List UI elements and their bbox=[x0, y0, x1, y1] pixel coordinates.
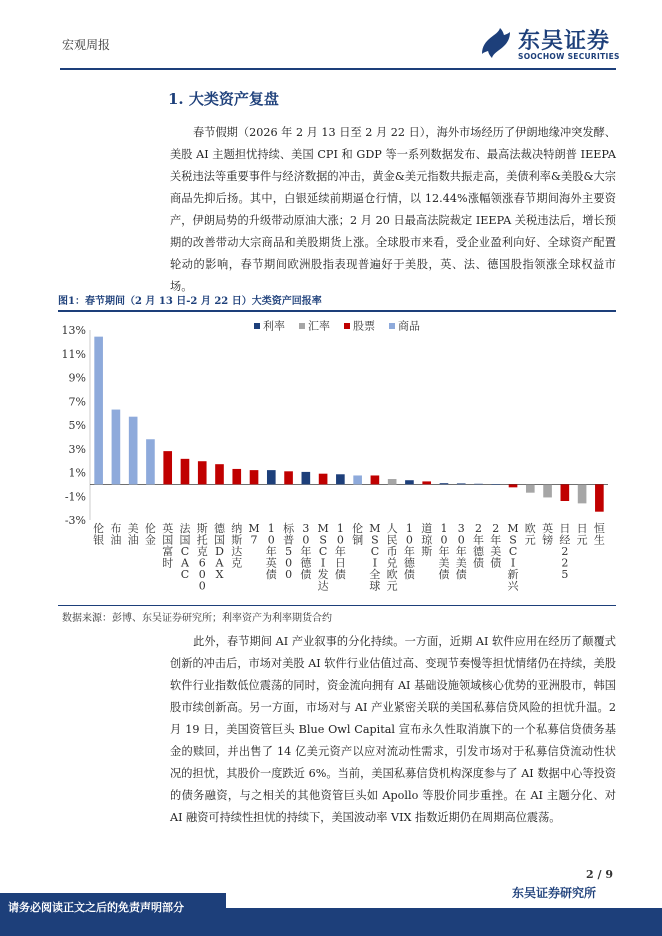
bar-恒生 bbox=[595, 484, 604, 511]
figure-title: 图1：春节期间（2 月 13 日-2 月 22 日）大类资产回报率 bbox=[58, 296, 322, 307]
x-tick-label: 伦银 bbox=[93, 522, 105, 547]
x-tick-label: 纳斯达克 bbox=[231, 522, 243, 570]
bar-日元 bbox=[578, 484, 587, 503]
x-tick-label: 日元 bbox=[576, 522, 588, 547]
bar-伦金 bbox=[146, 439, 155, 484]
soochow-logo-icon bbox=[478, 24, 514, 62]
section-title: 1. 大类资产复盘 bbox=[168, 90, 279, 108]
bar-人民币兑欧元 bbox=[388, 479, 397, 484]
y-tick-label: 7% bbox=[68, 395, 86, 409]
x-tick-label: M S C I 新兴 bbox=[507, 522, 519, 593]
x-tick-label: 伦金 bbox=[144, 522, 156, 547]
x-tick-label: 恒生 bbox=[593, 522, 605, 547]
y-tick-label: 1% bbox=[68, 466, 86, 480]
bar-MSCI新兴 bbox=[509, 484, 518, 487]
bar-欧元 bbox=[526, 484, 535, 492]
x-tick-label: 标普 5 0 0 bbox=[283, 522, 295, 581]
report-type-label: 宏观周报 bbox=[62, 38, 111, 52]
x-tick-label: 1 0 年德债 bbox=[403, 522, 415, 581]
bar-30年美债 bbox=[457, 483, 466, 484]
figure-top-rule bbox=[58, 310, 616, 312]
legend-swatch-汇率 bbox=[299, 323, 305, 329]
bar-德国DAX bbox=[215, 464, 224, 484]
disclaimer-bar bbox=[0, 893, 226, 919]
y-tick-label: -1% bbox=[64, 490, 86, 504]
bar-伦银 bbox=[94, 337, 103, 485]
y-tick-label: 5% bbox=[68, 419, 86, 432]
paragraph-2-text: 此外，春节期间 AI 产业叙事的分化持续。一方面，近期 AI 软件应用在经历了颠覆式创新的冲击后，市场对美股 AI 软件行业估值过高、变现节奏慢等担忧情绪仍在持续，美股软件行业指数低位震荡的同时，资金流向拥有 AI 基础设施领域核心优势的亚洲股市，韩国股市续创新高。另一方面，市场对与 AI 产业紧密关联的美国私募信贷风险的担忧升温。2 月 19 日，美国资管巨头 Blue Owl Capital 宣布永久性取消旗下的一个私募信贷债务基金的赎回，并出售了 14 亿美元资产以应对流动性需求，引发市场对于私募信贷流动性状况的担忧，其股价一度跌近 6%。当前，美国私募信贷机构深度参与了 AI 数据中心等投资的债务融资，与之相关的其他资管巨头如 Apollo 等股价同步重挫。在 AI 主题分化、对 AI 融资可持续性担忧的持续下，美国波动率 VIX 指数近期仍在周期高位震荡。 bbox=[170, 635, 616, 824]
bar-10年英债 bbox=[267, 470, 276, 484]
figure-bottom-rule bbox=[58, 605, 616, 606]
logo-english-name: SOOCHOW SECURITIES bbox=[518, 52, 620, 61]
x-tick-label: 布油 bbox=[110, 522, 122, 547]
bar-英镑 bbox=[543, 484, 552, 497]
x-tick-label: 伦铜 bbox=[352, 522, 364, 547]
x-tick-label: 斯托克 6 0 0 bbox=[196, 522, 208, 593]
bar-布油 bbox=[112, 410, 121, 485]
x-tick-label: 美油 bbox=[127, 522, 139, 547]
legend-label: 利率 bbox=[263, 319, 285, 333]
x-tick-label: 1 0 年英债 bbox=[265, 522, 277, 581]
y-tick-label: 9% bbox=[68, 371, 86, 385]
x-tick-label: 英国富时 bbox=[162, 522, 174, 570]
x-tick-label: 1 0 年美债 bbox=[438, 522, 450, 581]
y-tick-label: 11% bbox=[61, 347, 86, 361]
x-tick-label: 日经 2 2 5 bbox=[559, 522, 571, 581]
bar-MSCI全球 bbox=[371, 475, 380, 484]
bar-M7 bbox=[250, 470, 259, 484]
x-tick-label: 3 0 年德债 bbox=[300, 522, 312, 581]
x-tick-label: 法国 C A C bbox=[179, 522, 191, 581]
bar-英国富时 bbox=[163, 451, 172, 484]
bar-10年日债 bbox=[336, 474, 345, 484]
bar-日经225 bbox=[561, 484, 570, 501]
bar-标普500 bbox=[284, 471, 293, 484]
page-number: 2 / 9 bbox=[586, 868, 613, 881]
legend-swatch-股票 bbox=[344, 323, 350, 329]
x-tick-label: 2 年德债 bbox=[473, 522, 484, 570]
x-tick-label: 德国 D A X bbox=[214, 522, 225, 581]
y-tick-label: 3% bbox=[68, 442, 86, 456]
paragraph-2 bbox=[170, 631, 616, 829]
legend-swatch-商品 bbox=[389, 323, 395, 329]
legend-label: 股票 bbox=[353, 319, 375, 333]
footer-institute: 东吴证券研究所 bbox=[512, 886, 597, 900]
bar-纳斯达克 bbox=[232, 469, 241, 484]
disclaimer-text: 请务必阅读正文之后的免责声明部分 bbox=[8, 901, 184, 914]
company-logo bbox=[478, 24, 628, 64]
y-tick-label: 13% bbox=[61, 324, 86, 337]
x-tick-label: 3 0 年美债 bbox=[455, 522, 467, 581]
paragraph-1-text: 春节假期（2026 年 2 月 13 日至 2 月 22 日），海外市场经历了伊朗地缘冲突发酵、美股 AI 主题担忧持续、美国 CPI 和 GDP 等一系列数据发布、最高法裁决特朗普 IEEPA 关税违法等重要事件与经济数据的冲击，黄金&美元指数共振走高，美债利率&美股&大宗商品先抑后扬。其中，白银延续前期逼仓行情，以 12.44%涨幅领涨春节期间海外主要资产，伊朗局势的升级带动原油大涨；2 月 20 日最高法院裁定 IEEPA 关税违法后，增长预期的改善带动大宗商品和美股期货上涨。全球股市来看，受企业盈利向好、全球资产配置轮动的影响，春节期间欧洲股指表现普遍好于美股，英、法、德国股指领涨全球权益市场。 bbox=[170, 126, 616, 293]
x-tick-label: 英镑 bbox=[542, 522, 554, 547]
x-tick-label: M S C I 全球 bbox=[369, 522, 381, 593]
bar-道琼斯 bbox=[422, 481, 431, 484]
bar-30年德债 bbox=[302, 472, 311, 484]
x-tick-label: 欧元 bbox=[524, 522, 536, 547]
bar-法国CAC bbox=[181, 459, 190, 485]
bar-10年美债 bbox=[440, 483, 449, 484]
x-tick-label: 2 年美债 bbox=[490, 522, 502, 570]
x-tick-label: 人民币兑欧元 bbox=[386, 522, 398, 593]
bar-10年德债 bbox=[405, 480, 414, 484]
header-divider bbox=[60, 68, 616, 70]
bar-美油 bbox=[129, 417, 138, 485]
x-tick-label: 1 0 年日债 bbox=[334, 522, 346, 581]
asset-returns-bar-chart bbox=[56, 314, 616, 604]
legend-label: 汇率 bbox=[308, 319, 330, 333]
paragraph-1 bbox=[170, 122, 616, 298]
figure-source: 数据来源：彭博、东吴证券研究所；利率资产为利率期货合约 bbox=[62, 613, 332, 624]
bar-MSCI发达 bbox=[319, 474, 328, 485]
legend-swatch-利率 bbox=[254, 323, 260, 329]
y-tick-label: -3% bbox=[64, 514, 86, 527]
logo-chinese-name: 东吴证券 bbox=[518, 28, 611, 54]
x-tick-label: M 7 bbox=[248, 522, 260, 547]
bar-2年德债 bbox=[474, 484, 483, 485]
x-tick-label: M S C I 发达 bbox=[317, 522, 329, 593]
bar-斯托克600 bbox=[198, 461, 207, 484]
bar-伦铜 bbox=[353, 475, 362, 484]
legend-label: 商品 bbox=[398, 319, 420, 333]
x-tick-label: 道琼斯 bbox=[421, 522, 433, 558]
bar-2年美债 bbox=[491, 484, 500, 485]
